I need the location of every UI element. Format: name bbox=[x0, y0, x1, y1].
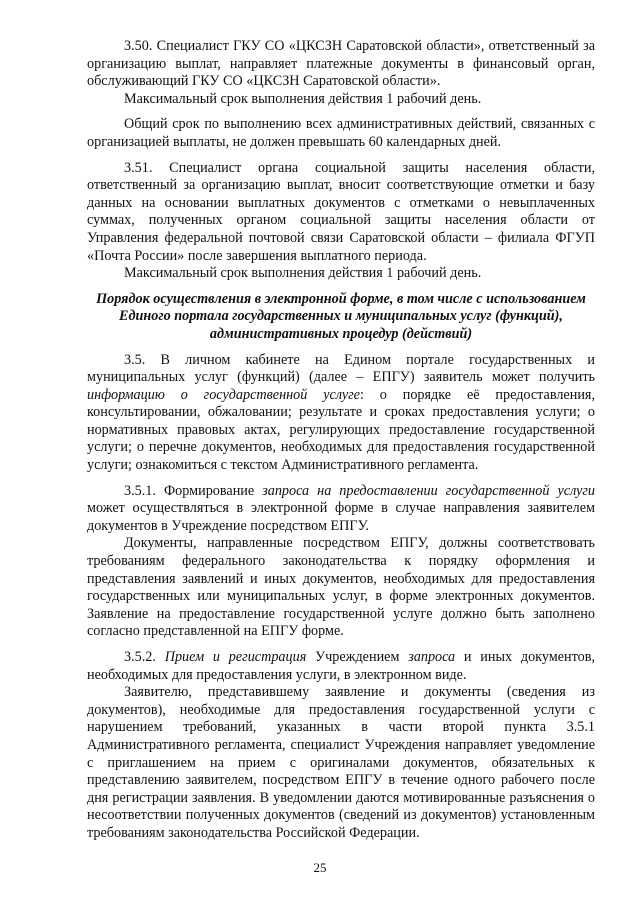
paragraph-applicant: Заявителю, представившему заявление и документы (сведения из документов), необходимые для предоставления государственной услуги с нарушением требований, указанных в части второй пункта 3.5.1 Административного регламента, специалист Учреждения направляет уведомление с приглашением на прием с оригиналами документов, обязательных к представлению заявителем, посредством ЕПГУ в течение одного рабочего после дня регистрации заявления. В уведомлении даются мотивированные разъяснения о несоответствии полученных документов (сведений из документов) установленным требованиям законодательства Российской Федерации. bbox=[87, 684, 595, 841]
paragraph-3-5-2-italic-1: Прием и регистрация bbox=[164, 649, 307, 665]
paragraph-3-5-2-text-c: и иных документов, необходимых для предоставления услуги, в электронном виде. bbox=[87, 649, 596, 683]
document-page bbox=[87, 38, 595, 843]
paragraph-3-50-term: Максимальный срок выполнения действия 1 рабочий день. bbox=[124, 90, 482, 107]
paragraph-3-5-1-text-a: 3.5.1. Формирование bbox=[124, 482, 263, 499]
paragraph-documents: Документы, направленные посредством ЕПГУ, должны соответствовать требованиям федерального законодательства к порядку оформления и представления заявлений и иных документов, необходимых для предоставления государственных или муниципальных услуг, в форме электронных документов. Заявление на предоставление государственной услуге должно быть заполнено согласно представленной на ЕПГУ форме. bbox=[87, 535, 595, 640]
paragraph-total-term: Общий срок по выполнению всех административных действий, связанных с организацией выплаты, не должен превышать 60 календарных дней. bbox=[87, 116, 595, 150]
page-number: 25 bbox=[313, 860, 327, 875]
paragraph-3-5-2-italic-2: запроса bbox=[408, 649, 456, 665]
section-heading: Порядок осуществления в электронной форме, в том числе с использованием Единого портала государственных и муниципальных услуг (функций), административных процедур (действий) bbox=[96, 290, 586, 342]
paragraph-3-5-1-text-b: может осуществляться в электронной форме в случае направления заявителем документов в Учреждение посредством ЕПГУ. bbox=[87, 500, 595, 534]
paragraph-3-51-term: Максимальный срок выполнения действия 1 рабочий день. bbox=[124, 265, 482, 282]
paragraph-3-51: 3.51. Специалист органа социальной защиты населения области, ответственный за организацию выплат, вносит соответствующие отметки и базу данных на основании выплатных документов с отметками о невыплаченных суммах, полученных органом социальной защиты населения области от Управления федеральной почтовой связи Саратовской области – филиала ФГУП «Почта России» после завершения выплатного периода. bbox=[87, 159, 595, 264]
paragraph-3-5-2 bbox=[87, 649, 595, 684]
paragraph-3-5-1-italic: запроса на предоставлении государственной услуги bbox=[262, 482, 596, 499]
paragraph-3-5-1 bbox=[87, 483, 595, 536]
paragraph-3-5-italic: информацию о государственной услуге bbox=[87, 386, 360, 403]
paragraph-3-5-2-text-a: 3.5.2. bbox=[124, 649, 165, 665]
paragraph-3-5-2-text-b: Учреждением bbox=[306, 649, 409, 665]
paragraph-3-5 bbox=[87, 352, 595, 475]
paragraph-3-5-text-a: 3.5. В личном кабинете на Едином портале государственных и муниципальных услуг (функций) (далее – ЕПГУ) заявитель может получить bbox=[87, 351, 595, 386]
paragraph-3-5-text-b: : о порядке её предоставления, консультировании, обжаловании; результате и сроках предоставления услуги; о нормативных правовых актах, регулирующих предоставление государственной услуги; о перечне документов, необходимых для предоставления государственной услуги; ознакомиться с текстом Административного регламента. bbox=[87, 386, 595, 474]
paragraph-3-50: 3.50. Специалист ГКУ СО «ЦКСЗН Саратовской области», ответственный за организацию выплат, направляет платежные документы в финансовый орган, обслуживающий ГКУ СО «ЦКСЗН Саратовской области». bbox=[87, 38, 595, 90]
